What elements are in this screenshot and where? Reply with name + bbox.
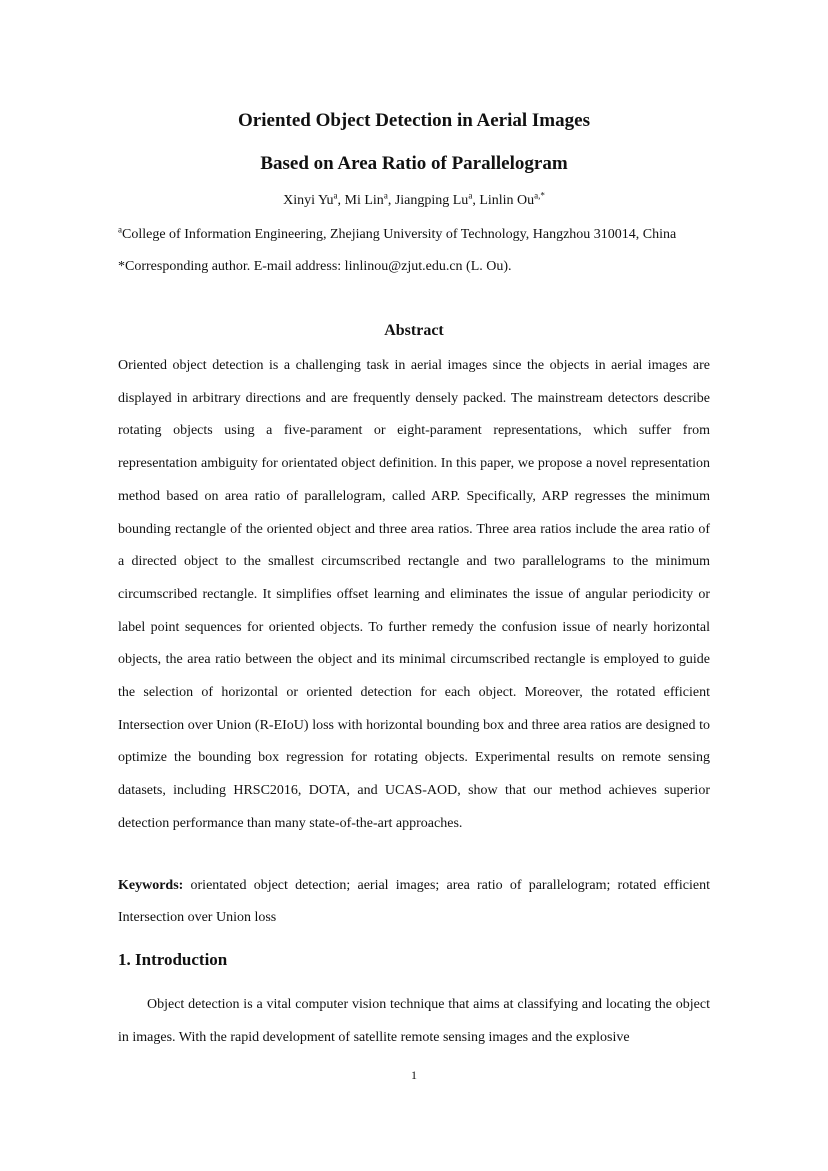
author-affiliation-mark: a	[333, 190, 338, 201]
author-name: Linlin Ou	[479, 193, 535, 208]
affiliation	[118, 224, 718, 243]
keywords-text: orientated object detection; aerial images; area ratio of parallelogram; rotated efficient Intersection over Union loss	[118, 878, 710, 925]
author-affiliation-mark: a,*	[534, 190, 545, 201]
author-name: Jiangping Lu	[394, 193, 469, 208]
title-line-2: Based on Area Ratio of Parallelogram	[260, 153, 568, 174]
author-separator: ,	[387, 193, 395, 208]
title-line-1: Oriented Object Detection in Aerial Images	[238, 110, 590, 131]
affiliation-text: College of Information Engineering, Zhejiang University of Technology, Hangzhou 310014, China	[122, 227, 677, 242]
affiliation-mark: a	[118, 224, 122, 235]
abstract-heading: Abstract	[384, 322, 444, 339]
corresponding-author: *Corresponding author. E-mail address: linlinou@zjut.edu.cn (L. Ou).	[118, 259, 512, 274]
author-affiliation-mark: a	[468, 190, 473, 201]
author-separator: ,	[337, 193, 345, 208]
keywords-label: Keywords:	[118, 878, 184, 893]
author-name: Mi Lin	[344, 193, 384, 208]
author-affiliation-mark: a	[383, 190, 388, 201]
author-name: Xinyi Yu	[283, 193, 334, 208]
introduction-paragraph: Object detection is a vital computer vision technique that aims at classifying and locating the object in images. With the rapid development of satellite remote sensing images and the explosive	[118, 997, 710, 1045]
author-list	[0, 190, 828, 209]
abstract-text: Oriented object detection is a challenging task in aerial images since the objects in aerial images are displayed in arbitrary directions and are frequently densely packed. The mainstream detectors describe rotating objects using a five-parament or eight-parament representations, which suffer from representation ambiguity for orientated object definition. In this paper, we propose a novel representation method based on area ratio of parallelogram, called ARP. Specifically, ARP regresses the minimum bounding rectangle of the oriented object and three area ratios. Three area ratios include the area ratio of a directed object to the smallest circumscribed rectangle and two parallelograms to the minimum circumscribed rectangle. It simplifies offset learning and eliminates the issue of angular periodicity or label point sequences for oriented objects. To further remedy the confusion issue of nearly horizontal objects, the area ratio between the object and its minimal circumscribed rectangle is employed to guide the selection of horizontal or oriented detection for each object. Moreover, the rotated efficient Intersection over Union (R-EIoU) loss with horizontal bounding box and three area ratios are designed to optimize the bounding box regression for rotating objects. Experimental results on remote sensing datasets, including HRSC2016, DOTA, and UCAS-AOD, show that our method achieves superior detection performance than many state-of-the-art approaches.	[118, 358, 710, 831]
section-heading-introduction: 1. Introduction	[118, 950, 228, 969]
author-separator: ,	[472, 193, 480, 208]
keywords	[118, 870, 710, 934]
page-number: 1	[411, 1068, 417, 1082]
